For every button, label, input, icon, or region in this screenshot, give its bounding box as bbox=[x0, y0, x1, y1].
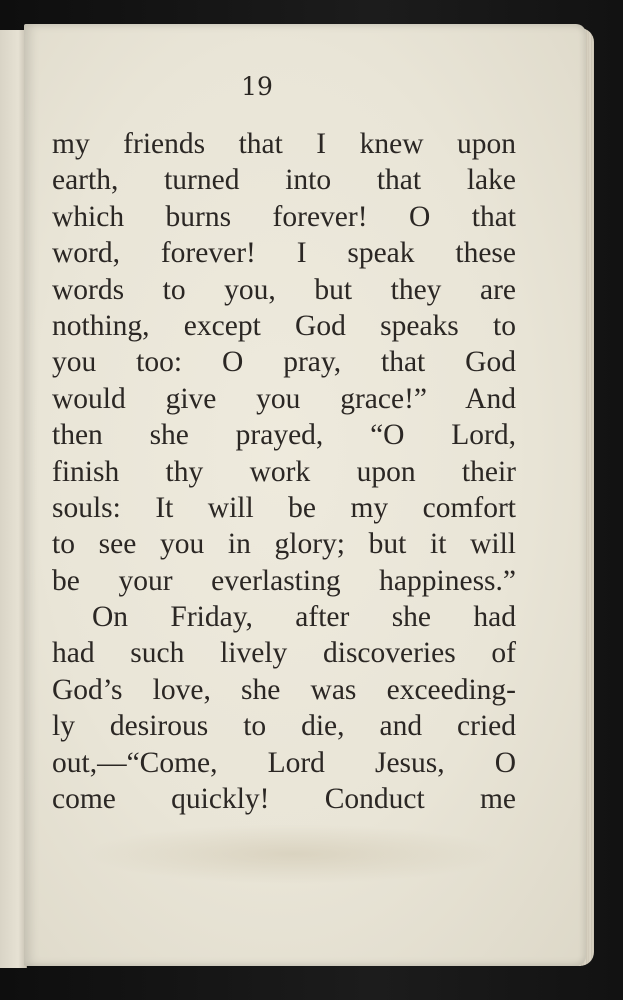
text-line: souls: It will be my comfort bbox=[52, 491, 516, 524]
text-line: my friends that I knew upon bbox=[52, 128, 516, 160]
paper-stain bbox=[84, 824, 504, 884]
text-line: nothing, except God speaks to bbox=[52, 309, 516, 342]
text-line: would give you grace!” And bbox=[52, 382, 516, 415]
text-line: words to you, but they are bbox=[52, 273, 516, 306]
text-line: be your everlasting happiness.” bbox=[52, 564, 516, 597]
text-line: On Friday, after she had bbox=[92, 601, 516, 634]
body-text bbox=[52, 126, 516, 817]
text-line: to see you in glory; but it will bbox=[52, 528, 516, 561]
text-line: God’s love, she was exceeding- bbox=[52, 673, 516, 706]
text-line: ly desirous to die, and cried bbox=[52, 710, 516, 743]
text-line: then she prayed, “O Lord, bbox=[52, 419, 516, 452]
text-line: finish thy work upon their bbox=[52, 455, 516, 488]
text-line: come quickly! Conduct me bbox=[52, 783, 516, 816]
text-line: word, forever! I speak these bbox=[52, 237, 516, 270]
text-line: out,—“Come, Lord Jesus, O bbox=[52, 746, 516, 779]
page-number: 19 bbox=[241, 72, 273, 101]
text-line: had such lively discoveries of bbox=[52, 637, 516, 670]
text-line: you too: O pray, that God bbox=[52, 346, 516, 379]
facing-page-edge bbox=[0, 30, 27, 968]
text-line: earth, turned into that lake bbox=[52, 164, 516, 197]
text-line: which burns forever! O that bbox=[52, 200, 516, 233]
